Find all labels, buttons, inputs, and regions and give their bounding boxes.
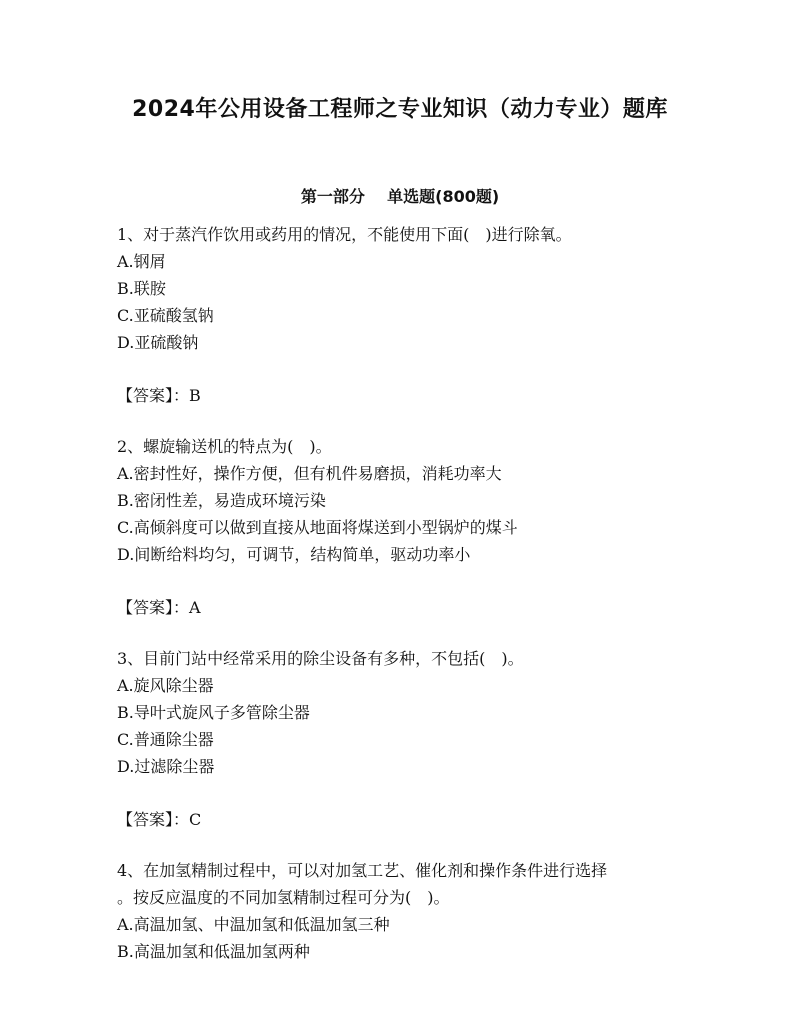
question-stem: 3、目前门站中经常采用的除尘设备有多种，不包括( )。 [117,649,524,668]
question-2 [117,433,697,621]
option-b: B.密闭性差，易造成环境污染 [117,491,326,510]
question-stem: 1、对于蒸汽作饮用或药用的情况，不能使用下面( )进行除氧。 [117,225,572,244]
answer-label: 【答案】： [117,386,190,405]
section-title: 第一部分 单选题(800题) [300,187,500,206]
answer-value: C [189,810,202,829]
option-d: D.间断给料均匀，可调节，结构简单，驱动功率小 [117,545,471,564]
question-3 [117,645,697,833]
question-4 [117,857,697,965]
question-stem: 2、螺旋输送机的特点为( )。 [117,437,332,456]
option-c: C.普通除尘器 [117,730,214,749]
answer-line [117,594,697,621]
option-a: A.旋风除尘器 [117,676,214,695]
option-d: D.亚硫酸钠 [117,333,199,352]
question-stem: 4、在加氢精制过程中，可以对加氢工艺、催化剂和操作条件进行选择 [117,861,608,880]
option-b: B.导叶式旋风子多管除尘器 [117,703,310,722]
option-a: A.高温加氢、中温加氢和低温加氢三种 [117,915,390,934]
option-c: C.亚硫酸氢钠 [117,306,214,325]
answer-label: 【答案】： [117,810,190,829]
answer-value: B [189,386,201,405]
option-d: D.过滤除尘器 [117,757,215,776]
answer-line [117,806,697,833]
answer-label: 【答案】： [117,598,190,617]
question-stem-continued: 。按反应温度的不同加氢精制过程可分为( )。 [117,888,450,907]
option-a: A.密封性好，操作方便，但有机件易磨损，消耗功率大 [117,464,502,483]
option-c: C.高倾斜度可以做到直接从地面将煤送到小型锅炉的煤斗 [117,518,518,537]
answer-line [117,382,697,409]
question-list [117,221,697,965]
document-title: 2024年公用设备工程师之专业知识（动力专业）题库 [132,97,668,122]
option-b: B.高温加氢和低温加氢两种 [117,942,310,961]
option-b: B.联胺 [117,279,166,298]
question-1 [117,221,697,409]
option-a: A.钢屑 [117,252,166,271]
answer-value: A [189,598,201,617]
